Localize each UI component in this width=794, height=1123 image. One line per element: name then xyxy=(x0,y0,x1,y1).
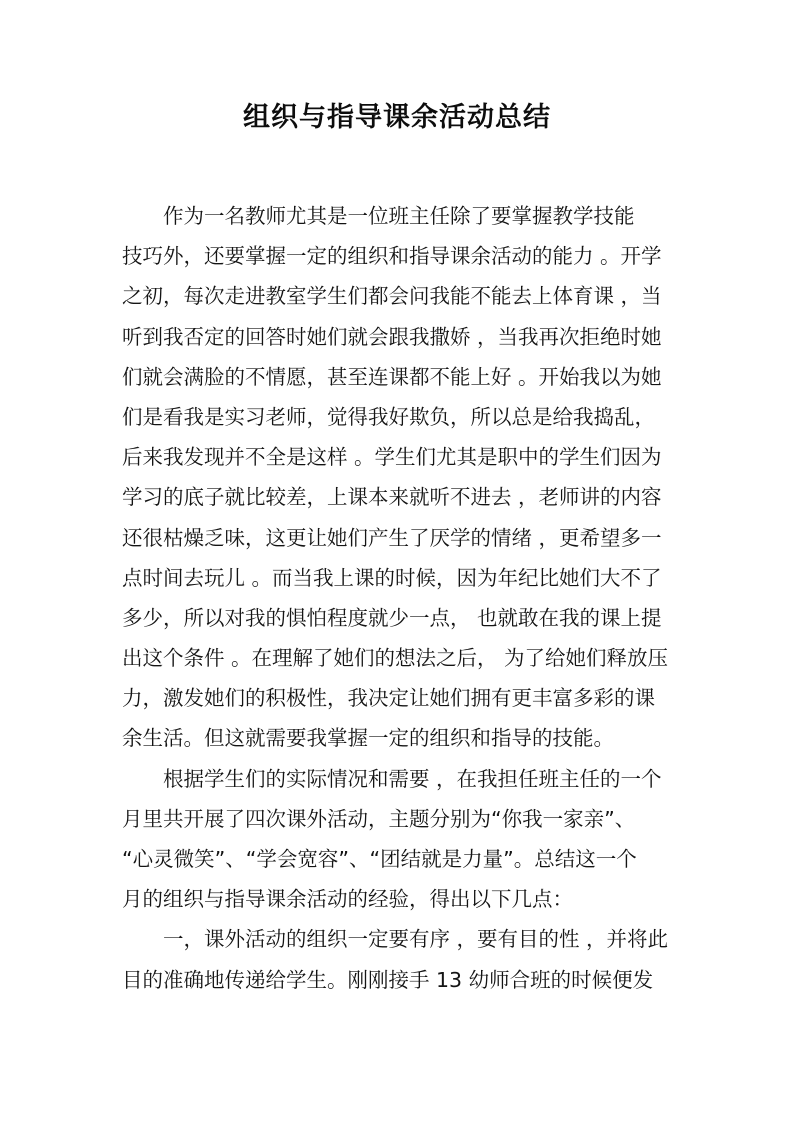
paragraph-1-line-1: 作为一名教师尤其是一位班主任除了要掌握教学技能 xyxy=(163,204,635,228)
paragraph-3-line-2: 目的准确地传递给学生。刚刚接手 13 幼师合班的时候便发 xyxy=(122,967,654,992)
paragraph-1-line-13: 力，激发她们的积极性，我决定让她们拥有更丰富多彩的课 xyxy=(122,686,655,711)
paragraph-1-line-4: 听到我否定的回答时她们就会跟我撒娇 ，当我再次拒绝时她 xyxy=(122,324,662,349)
paragraph-1-line-6: 们是看我是实习老师，觉得我好欺负，所以总是给我捣乱， xyxy=(122,404,655,429)
paragraph-1-line-9: 还很枯燥乏味，这更让她们产生了厌学的情绪 ，更希望多一 xyxy=(122,525,662,550)
paragraph-1-line-2: 技巧外，还要掌握一定的组织和指导课余活动的能力 。开学 xyxy=(122,244,662,269)
paragraph-1-line-3: 之初，每次走进教室学生们都会问我能不能去上体育课 ，当 xyxy=(122,284,662,309)
paragraph-1-line-10: 点时间去玩儿 。而当我上课的时候，因为年纪比她们大不了 xyxy=(122,565,662,590)
document-body xyxy=(122,196,674,1000)
paragraph-1-line-14: 余生活。但这就需要我掌握一定的组织和指导的技能。 xyxy=(122,726,614,751)
paragraph-1-line-11: 多少，所以对我的惧怕程度就少一点， 也就敢在我的课上提 xyxy=(122,605,662,630)
paragraph-2-line-1: 根据学生们的实际情况和需要 ，在我担任班主任的一个 xyxy=(163,766,662,791)
paragraph-2-line-4: 月的组织与指导课余活动的经验，得出以下几点： xyxy=(122,887,573,912)
document-title: 组织与指导课余活动总结 xyxy=(243,102,551,133)
paragraph-2-line-2: 月里共开展了四次课外活动，主题分别为“你我一家亲”、 xyxy=(122,806,636,831)
paragraph-1-line-5: 们就会满脸的不情愿，甚至连课都不能上好 。开始我以为她 xyxy=(122,364,662,389)
paragraph-3-line-1: 一，课外活动的组织一定要有序 ，要有目的性 ，并将此 xyxy=(163,927,669,952)
paragraph-1-line-12: 出这个条件 。在理解了她们的想法之后， 为了给她们释放压 xyxy=(122,646,669,671)
paragraph-1-line-7: 后来我发现并不全是这样 。学生们尤其是职中的学生们因为 xyxy=(122,445,662,470)
paragraph-2-line-3: “心灵微笑”、“学会宽容”、“团结就是力量”。总结这一个 xyxy=(122,847,637,871)
paragraph-1-line-8: 学习的底子就比较差，上课本来就听不进去 ，老师讲的内容 xyxy=(122,485,662,510)
